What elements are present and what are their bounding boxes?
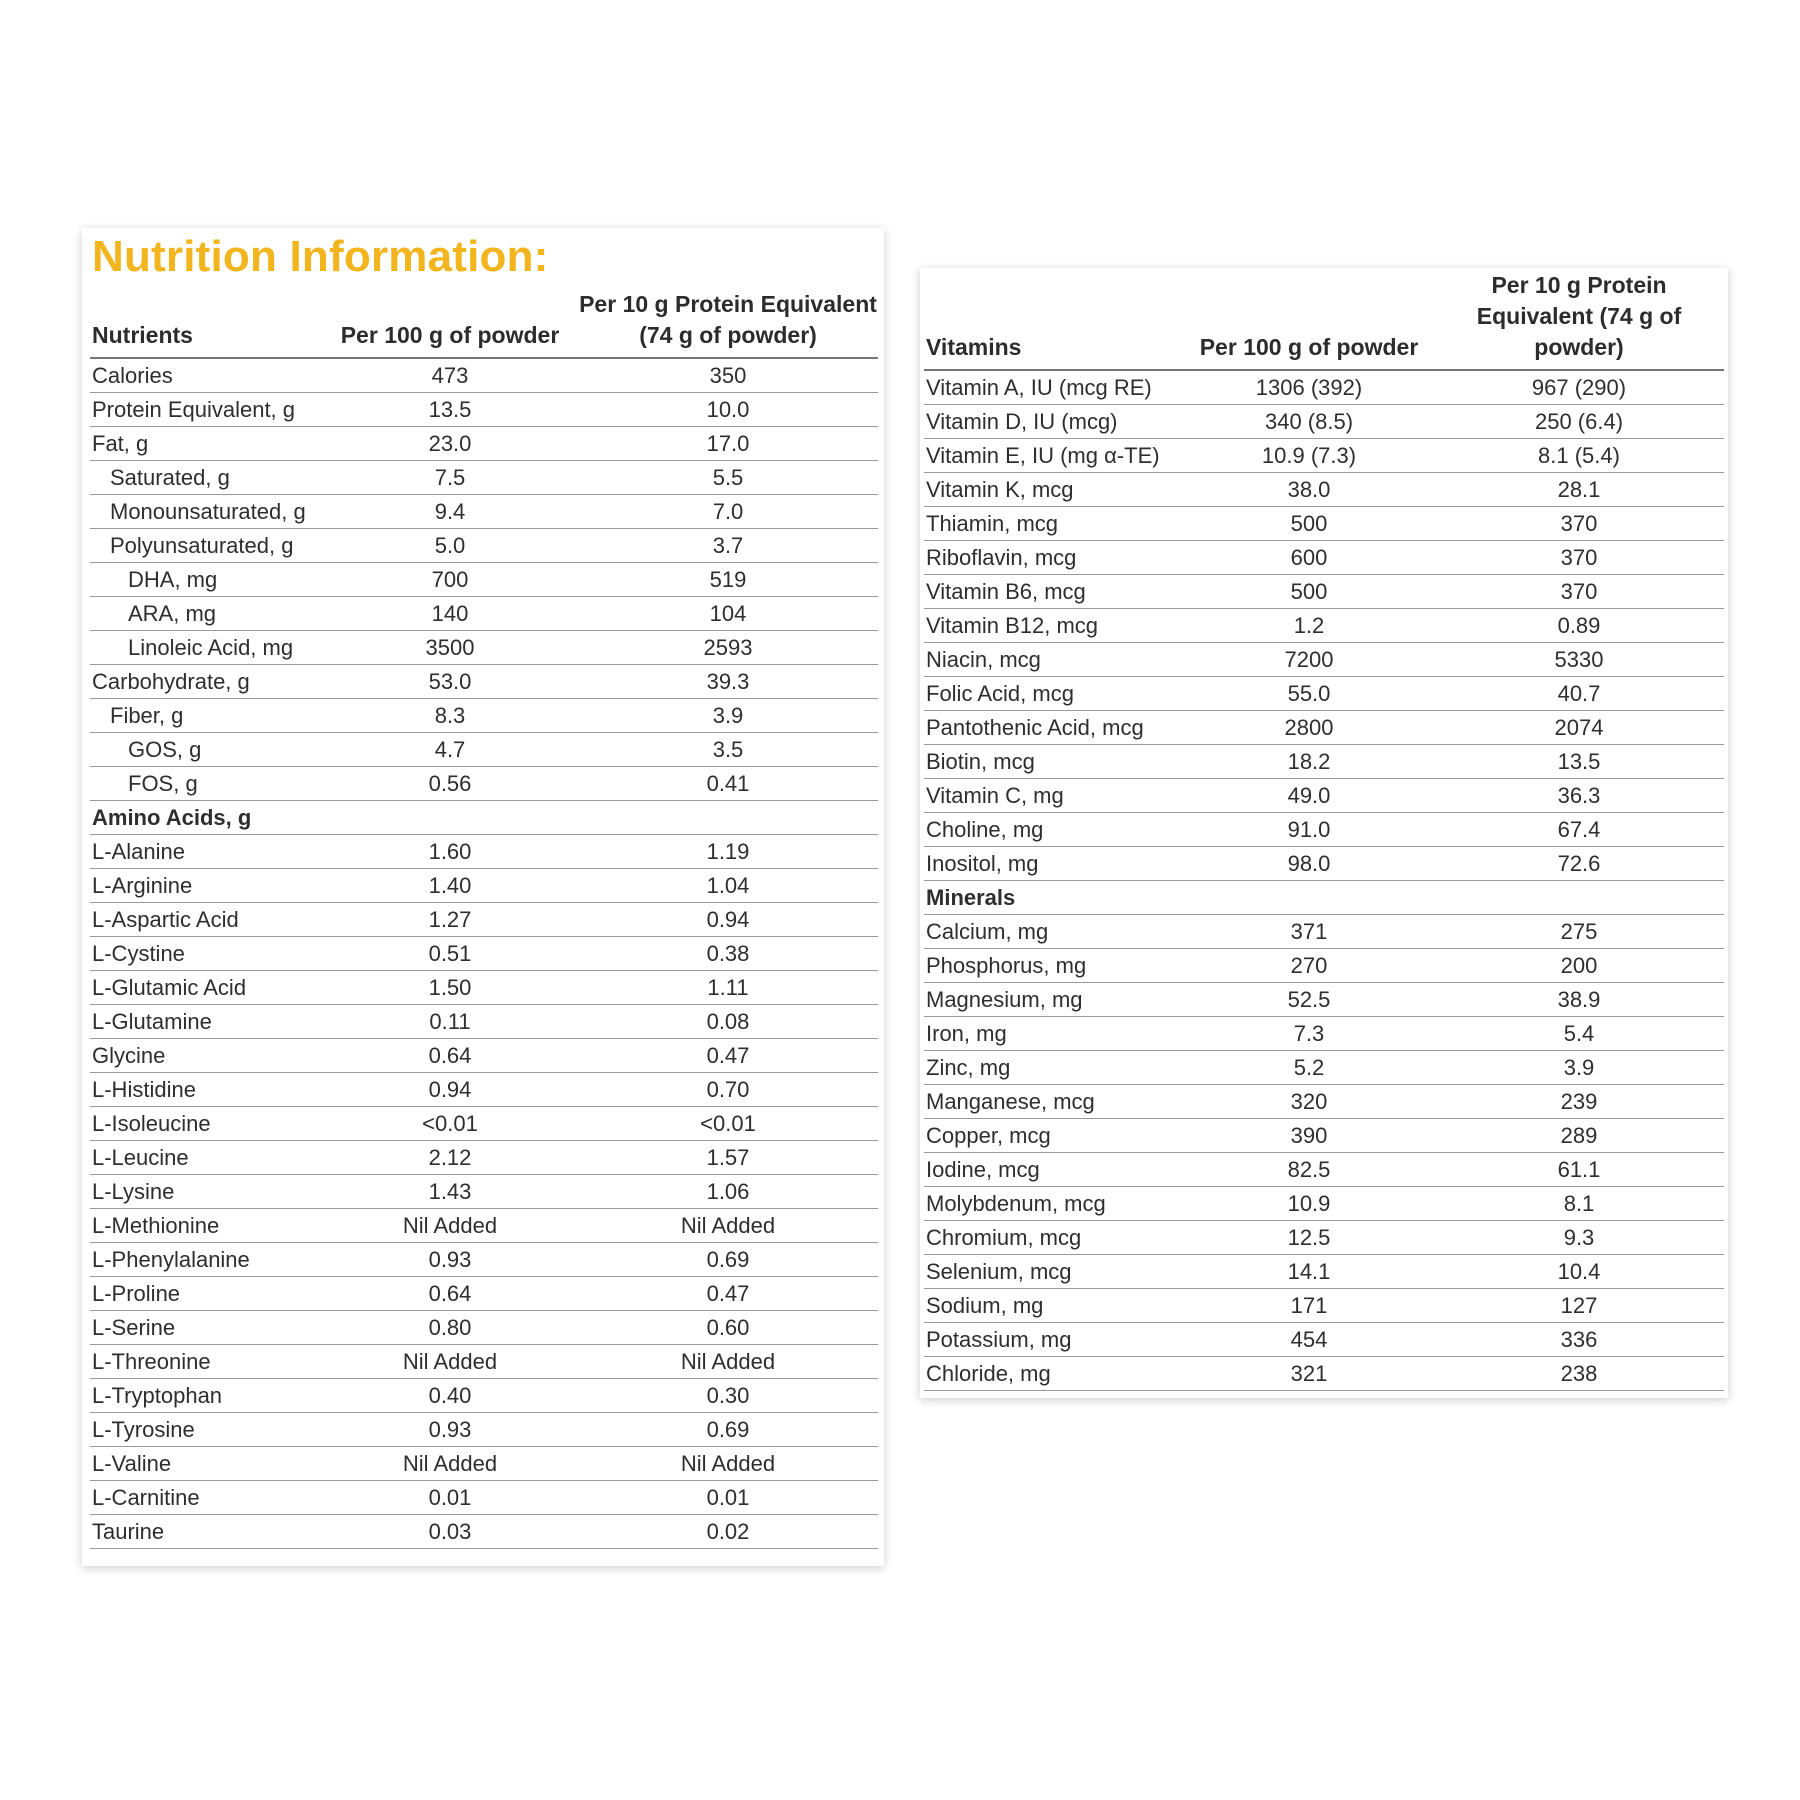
per-10g-pe-value: 0.47 <box>578 1277 878 1311</box>
per-100g-value: 82.5 <box>1184 1153 1434 1187</box>
per-100g-value: 320 <box>1184 1085 1434 1119</box>
per-10g-pe-value: 7.0 <box>578 495 878 529</box>
row-label: Fat, g <box>90 427 322 461</box>
per-100g-value: 9.4 <box>322 495 578 529</box>
column-header-vitamins: Vitamins <box>924 270 1184 370</box>
per-10g-pe-value: 8.1 (5.4) <box>1434 439 1724 473</box>
per-10g-pe-value: 275 <box>1434 915 1724 949</box>
row-label: Glycine <box>90 1039 322 1073</box>
table-row <box>90 1515 878 1549</box>
row-label: Zinc, mg <box>924 1051 1184 1085</box>
per-100g-value: 3500 <box>322 631 578 665</box>
row-label: Pantothenic Acid, mcg <box>924 711 1184 745</box>
row-label: Fiber, g <box>90 699 322 733</box>
per-10g-pe-value: 3.5 <box>578 733 878 767</box>
per-10g-pe-value: 519 <box>578 563 878 597</box>
table-row <box>90 563 878 597</box>
row-label: Minerals <box>924 881 1184 915</box>
per-100g-value: 1.60 <box>322 835 578 869</box>
row-label: L-Carnitine <box>90 1481 322 1515</box>
per-100g-value: 53.0 <box>322 665 578 699</box>
row-label: Thiamin, mcg <box>924 507 1184 541</box>
per-100g-value: 55.0 <box>1184 677 1434 711</box>
per-100g-value: 340 (8.5) <box>1184 405 1434 439</box>
table-row <box>90 767 878 801</box>
per-100g-value: 0.64 <box>322 1039 578 1073</box>
per-10g-pe-value: 336 <box>1434 1323 1724 1357</box>
table-row <box>90 1005 878 1039</box>
row-label: Inositol, mg <box>924 847 1184 881</box>
per-100g-value: 10.9 <box>1184 1187 1434 1221</box>
per-10g-pe-value: 0.69 <box>578 1413 878 1447</box>
per-10g-pe-value <box>578 801 878 835</box>
table-row <box>90 665 878 699</box>
per-10g-pe-value: 3.9 <box>1434 1051 1724 1085</box>
nutrients-table <box>90 270 878 1549</box>
table-row <box>924 1323 1724 1357</box>
table-row <box>90 1311 878 1345</box>
table-row <box>90 1073 878 1107</box>
vitamins-minerals-table-body <box>924 370 1724 1391</box>
row-label: L-Aspartic Acid <box>90 903 322 937</box>
per-100g-value: 98.0 <box>1184 847 1434 881</box>
per-100g-value: 0.01 <box>322 1481 578 1515</box>
per-100g-value: 2.12 <box>322 1141 578 1175</box>
table-row <box>924 711 1724 745</box>
table-row <box>90 529 878 563</box>
row-label: GOS, g <box>90 733 322 767</box>
table-row <box>924 1357 1724 1391</box>
column-header-per-10g-pe: Per 10 g Protein Equivalent (74 g of powder) <box>578 270 878 358</box>
per-100g-value: 1.43 <box>322 1175 578 1209</box>
column-header-per-10g-pe: Per 10 g Protein Equivalent (74 g of powder) <box>1434 270 1724 370</box>
table-row <box>90 699 878 733</box>
per-10g-pe-value: 3.9 <box>578 699 878 733</box>
row-label: L-Glutamic Acid <box>90 971 322 1005</box>
table-row <box>924 779 1724 813</box>
per-100g-value: 38.0 <box>1184 473 1434 507</box>
per-100g-value: Nil Added <box>322 1209 578 1243</box>
table-row <box>90 1345 878 1379</box>
row-label: L-Glutamine <box>90 1005 322 1039</box>
table-row <box>90 427 878 461</box>
table-row <box>90 1039 878 1073</box>
column-header-nutrients: Nutrients <box>90 270 322 358</box>
row-label: Manganese, mcg <box>924 1085 1184 1119</box>
table-row <box>924 1187 1724 1221</box>
per-100g-value: 0.64 <box>322 1277 578 1311</box>
table-row <box>924 1017 1724 1051</box>
row-label: Vitamin D, IU (mcg) <box>924 405 1184 439</box>
per-10g-pe-value: 3.7 <box>578 529 878 563</box>
nutrients-table-body <box>90 358 878 1549</box>
per-10g-pe-value: 10.0 <box>578 393 878 427</box>
vitamins-minerals-table <box>924 270 1724 1391</box>
per-100g-value: 7.3 <box>1184 1017 1434 1051</box>
row-label: Chromium, mcg <box>924 1221 1184 1255</box>
row-label: Phosphorus, mg <box>924 949 1184 983</box>
per-10g-pe-value: 61.1 <box>1434 1153 1724 1187</box>
table-row <box>924 915 1724 949</box>
per-10g-pe-value: 1.04 <box>578 869 878 903</box>
row-label: Carbohydrate, g <box>90 665 322 699</box>
row-label: Chloride, mg <box>924 1357 1184 1391</box>
row-label: Amino Acids, g <box>90 801 322 835</box>
table-row <box>90 1277 878 1311</box>
row-label: L-Leucine <box>90 1141 322 1175</box>
per-10g-pe-value: 0.69 <box>578 1243 878 1277</box>
per-100g-value: 270 <box>1184 949 1434 983</box>
per-10g-pe-value: 1.57 <box>578 1141 878 1175</box>
row-label: Calories <box>90 358 322 393</box>
per-10g-pe-value: 5330 <box>1434 643 1724 677</box>
per-10g-pe-value: Nil Added <box>578 1345 878 1379</box>
per-10g-pe-value: 200 <box>1434 949 1724 983</box>
row-label: L-Valine <box>90 1447 322 1481</box>
per-10g-pe-value: <0.01 <box>578 1107 878 1141</box>
table-row <box>924 1255 1724 1289</box>
per-100g-value: 454 <box>1184 1323 1434 1357</box>
table-row <box>90 869 878 903</box>
per-10g-pe-value: 0.94 <box>578 903 878 937</box>
row-label: Iron, mg <box>924 1017 1184 1051</box>
row-label: Taurine <box>90 1515 322 1549</box>
section-header-row <box>90 801 878 835</box>
table-row <box>90 393 878 427</box>
per-100g-value: 13.5 <box>322 393 578 427</box>
row-label: Folic Acid, mcg <box>924 677 1184 711</box>
per-100g-value: 14.1 <box>1184 1255 1434 1289</box>
table-row <box>924 541 1724 575</box>
table-row <box>90 971 878 1005</box>
table-row <box>90 1379 878 1413</box>
per-100g-value: 0.03 <box>322 1515 578 1549</box>
per-10g-pe-value: 0.70 <box>578 1073 878 1107</box>
per-10g-pe-value: 370 <box>1434 575 1724 609</box>
table-row <box>90 1243 878 1277</box>
section-header-row <box>924 881 1724 915</box>
per-100g-value: Nil Added <box>322 1447 578 1481</box>
per-10g-pe-value: 350 <box>578 358 878 393</box>
per-100g-value: 321 <box>1184 1357 1434 1391</box>
per-10g-pe-value <box>1434 881 1724 915</box>
table-row <box>90 461 878 495</box>
per-10g-pe-value: 36.3 <box>1434 779 1724 813</box>
per-10g-pe-value: 0.30 <box>578 1379 878 1413</box>
table-row <box>90 631 878 665</box>
per-10g-pe-value: 0.41 <box>578 767 878 801</box>
table-row <box>90 1413 878 1447</box>
per-100g-value: 600 <box>1184 541 1434 575</box>
per-100g-value: 7.5 <box>322 461 578 495</box>
per-100g-value: 8.3 <box>322 699 578 733</box>
table-row <box>924 507 1724 541</box>
row-label: Vitamin K, mcg <box>924 473 1184 507</box>
table-row <box>90 733 878 767</box>
per-10g-pe-value: 370 <box>1434 541 1724 575</box>
row-label: L-Proline <box>90 1277 322 1311</box>
per-100g-value: <0.01 <box>322 1107 578 1141</box>
per-100g-value: 0.93 <box>322 1243 578 1277</box>
table-row <box>924 1119 1724 1153</box>
table-row <box>924 370 1724 405</box>
row-label: Iodine, mcg <box>924 1153 1184 1187</box>
table-row <box>90 1175 878 1209</box>
table-row <box>924 1153 1724 1187</box>
row-label: L-Methionine <box>90 1209 322 1243</box>
per-100g-value: 0.51 <box>322 937 578 971</box>
table-row <box>90 937 878 971</box>
row-label: Biotin, mcg <box>924 745 1184 779</box>
per-10g-pe-value: 104 <box>578 597 878 631</box>
per-10g-pe-value: 370 <box>1434 507 1724 541</box>
per-10g-pe-value: Nil Added <box>578 1209 878 1243</box>
per-10g-pe-value: 1.06 <box>578 1175 878 1209</box>
row-label: Vitamin C, mg <box>924 779 1184 813</box>
row-label: Copper, mcg <box>924 1119 1184 1153</box>
row-label: DHA, mg <box>90 563 322 597</box>
per-100g-value: 23.0 <box>322 427 578 461</box>
per-10g-pe-value: 127 <box>1434 1289 1724 1323</box>
per-100g-value: 7200 <box>1184 643 1434 677</box>
table-row <box>924 949 1724 983</box>
per-100g-value: 49.0 <box>1184 779 1434 813</box>
row-label: L-Threonine <box>90 1345 322 1379</box>
per-100g-value: 1.27 <box>322 903 578 937</box>
per-10g-pe-value: 28.1 <box>1434 473 1724 507</box>
per-10g-pe-value: 1.11 <box>578 971 878 1005</box>
row-label: L-Isoleucine <box>90 1107 322 1141</box>
per-100g-value: 1306 (392) <box>1184 370 1434 405</box>
column-header-per-100g: Per 100 g of powder <box>322 270 578 358</box>
per-100g-value: 1.40 <box>322 869 578 903</box>
per-100g-value: 2800 <box>1184 711 1434 745</box>
per-10g-pe-value: 239 <box>1434 1085 1724 1119</box>
row-label: Polyunsaturated, g <box>90 529 322 563</box>
per-100g-value <box>322 801 578 835</box>
row-label: Molybdenum, mcg <box>924 1187 1184 1221</box>
row-label: L-Tryptophan <box>90 1379 322 1413</box>
per-100g-value: 390 <box>1184 1119 1434 1153</box>
row-label: L-Arginine <box>90 869 322 903</box>
per-100g-value: 91.0 <box>1184 813 1434 847</box>
row-label: Vitamin E, IU (mg α-TE) <box>924 439 1184 473</box>
table-row <box>90 1447 878 1481</box>
column-header-per-100g: Per 100 g of powder <box>1184 270 1434 370</box>
row-label: Sodium, mg <box>924 1289 1184 1323</box>
table-row <box>90 903 878 937</box>
row-label: L-Alanine <box>90 835 322 869</box>
per-100g-value: 371 <box>1184 915 1434 949</box>
per-100g-value: 52.5 <box>1184 983 1434 1017</box>
per-10g-pe-value: 2074 <box>1434 711 1724 745</box>
per-10g-pe-value: 5.5 <box>578 461 878 495</box>
per-10g-pe-value: 9.3 <box>1434 1221 1724 1255</box>
table-row <box>924 1289 1724 1323</box>
per-10g-pe-value: 289 <box>1434 1119 1724 1153</box>
per-100g-value: 0.93 <box>322 1413 578 1447</box>
per-10g-pe-value: Nil Added <box>578 1447 878 1481</box>
per-100g-value: 500 <box>1184 507 1434 541</box>
per-10g-pe-value: 250 (6.4) <box>1434 405 1724 439</box>
per-10g-pe-value: 0.89 <box>1434 609 1724 643</box>
row-label: L-Lysine <box>90 1175 322 1209</box>
per-10g-pe-value: 0.01 <box>578 1481 878 1515</box>
table-row <box>924 983 1724 1017</box>
per-100g-value: 1.2 <box>1184 609 1434 643</box>
per-100g-value <box>1184 881 1434 915</box>
row-label: L-Serine <box>90 1311 322 1345</box>
per-100g-value: 0.40 <box>322 1379 578 1413</box>
row-label: Selenium, mcg <box>924 1255 1184 1289</box>
per-100g-value: 0.56 <box>322 767 578 801</box>
table-row <box>924 609 1724 643</box>
row-label: Riboflavin, mcg <box>924 541 1184 575</box>
table-row <box>924 473 1724 507</box>
row-label: L-Tyrosine <box>90 1413 322 1447</box>
table-row <box>90 1107 878 1141</box>
per-100g-value: 500 <box>1184 575 1434 609</box>
per-100g-value: 10.9 (7.3) <box>1184 439 1434 473</box>
per-10g-pe-value: 39.3 <box>578 665 878 699</box>
row-label: Choline, mg <box>924 813 1184 847</box>
table-row <box>90 1141 878 1175</box>
row-label: Protein Equivalent, g <box>90 393 322 427</box>
table-row <box>924 1221 1724 1255</box>
per-10g-pe-value: 238 <box>1434 1357 1724 1391</box>
per-10g-pe-value: 0.60 <box>578 1311 878 1345</box>
per-100g-value: 4.7 <box>322 733 578 767</box>
per-10g-pe-value: 13.5 <box>1434 745 1724 779</box>
per-100g-value: 700 <box>322 563 578 597</box>
row-label: Magnesium, mg <box>924 983 1184 1017</box>
row-label: ARA, mg <box>90 597 322 631</box>
per-100g-value: 5.2 <box>1184 1051 1434 1085</box>
row-label: Linoleic Acid, mg <box>90 631 322 665</box>
table-row <box>924 813 1724 847</box>
table-row <box>90 495 878 529</box>
per-10g-pe-value: 8.1 <box>1434 1187 1724 1221</box>
per-10g-pe-value: 38.9 <box>1434 983 1724 1017</box>
table-row <box>90 358 878 393</box>
table-row <box>924 847 1724 881</box>
per-100g-value: 18.2 <box>1184 745 1434 779</box>
row-label: L-Histidine <box>90 1073 322 1107</box>
row-label: L-Phenylalanine <box>90 1243 322 1277</box>
table-row <box>924 745 1724 779</box>
per-10g-pe-value: 5.4 <box>1434 1017 1724 1051</box>
per-10g-pe-value: 0.02 <box>578 1515 878 1549</box>
row-label: Vitamin A, IU (mcg RE) <box>924 370 1184 405</box>
row-label: Calcium, mg <box>924 915 1184 949</box>
row-label: Potassium, mg <box>924 1323 1184 1357</box>
row-label: FOS, g <box>90 767 322 801</box>
per-100g-value: 12.5 <box>1184 1221 1434 1255</box>
per-10g-pe-value: 0.38 <box>578 937 878 971</box>
row-label: Monounsaturated, g <box>90 495 322 529</box>
table-row <box>924 643 1724 677</box>
per-100g-value: 0.80 <box>322 1311 578 1345</box>
per-100g-value: 140 <box>322 597 578 631</box>
table-row <box>924 1085 1724 1119</box>
per-10g-pe-value: 17.0 <box>578 427 878 461</box>
per-10g-pe-value: 967 (290) <box>1434 370 1724 405</box>
per-100g-value: 5.0 <box>322 529 578 563</box>
per-10g-pe-value: 40.7 <box>1434 677 1724 711</box>
per-10g-pe-value: 72.6 <box>1434 847 1724 881</box>
table-row <box>924 575 1724 609</box>
row-label: Saturated, g <box>90 461 322 495</box>
per-10g-pe-value: 2593 <box>578 631 878 665</box>
per-100g-value: 473 <box>322 358 578 393</box>
per-10g-pe-value: 67.4 <box>1434 813 1724 847</box>
per-100g-value: Nil Added <box>322 1345 578 1379</box>
table-row <box>924 677 1724 711</box>
per-100g-value: 0.11 <box>322 1005 578 1039</box>
row-label: L-Cystine <box>90 937 322 971</box>
page-title: Nutrition Information: <box>92 232 549 281</box>
per-10g-pe-value: 0.47 <box>578 1039 878 1073</box>
table-row <box>924 1051 1724 1085</box>
per-100g-value: 0.94 <box>322 1073 578 1107</box>
table-row <box>90 597 878 631</box>
row-label: Vitamin B12, mcg <box>924 609 1184 643</box>
per-10g-pe-value: 1.19 <box>578 835 878 869</box>
per-10g-pe-value: 0.08 <box>578 1005 878 1039</box>
per-10g-pe-value: 10.4 <box>1434 1255 1724 1289</box>
table-row <box>924 439 1724 473</box>
table-row <box>924 405 1724 439</box>
table-row <box>90 1209 878 1243</box>
row-label: Vitamin B6, mcg <box>924 575 1184 609</box>
per-100g-value: 1.50 <box>322 971 578 1005</box>
table-row <box>90 1481 878 1515</box>
row-label: Niacin, mcg <box>924 643 1184 677</box>
per-100g-value: 171 <box>1184 1289 1434 1323</box>
table-row <box>90 835 878 869</box>
